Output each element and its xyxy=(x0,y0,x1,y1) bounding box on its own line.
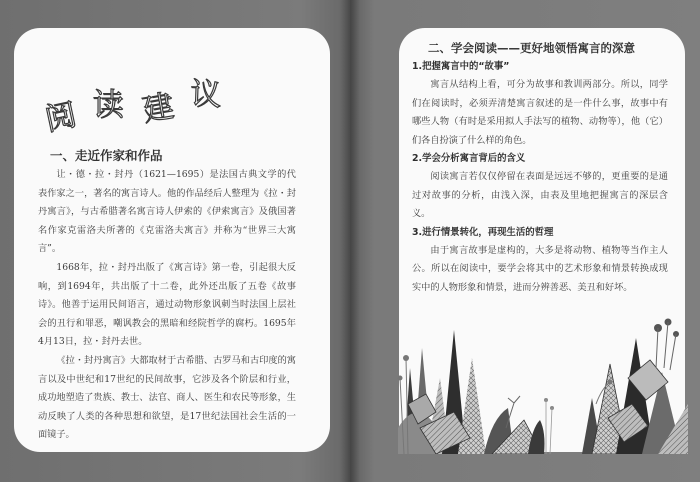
section-title-author: 一、走近作家和作品 xyxy=(50,148,163,163)
item-heading: 3.进行情景转化，再现生活的哲理 xyxy=(412,226,554,238)
item-heading: 1.把握寓言中的“故事” xyxy=(412,61,510,72)
section-title-reading: 二、学会阅读——更好地领悟寓言的深意 xyxy=(428,41,635,55)
title-char: 阅 xyxy=(41,95,84,139)
item-text: 寓言从结构上看，可分为故事和教训两部分。所以，同学们在阅读时，必须弄清楚寓言叙述的是一件什么事，故事中有哪些人物（有时是采用拟人手法写的植物、动物等），他（它）们各自扮演了什么样的角色。 xyxy=(412,79,668,146)
title-char: 建 xyxy=(139,87,181,129)
title-char: 议 xyxy=(189,76,226,114)
item-heading: 2.学会分析寓言背后的含义 xyxy=(412,153,526,165)
paragraph: 《拉・封丹寓言》大都取材于古希腊、古罗马和古印度的寓言以及中世纪和17世纪的民间故事，它涉及各个阶层和行业，成功地塑造了贵族、教士、法官、商人、医生和农民等形象，生动反映了人类的各种思想和欲望，是17世纪法国社会生活的一面镜子。 xyxy=(38,354,296,441)
reading-body-text xyxy=(412,58,668,297)
book-gutter xyxy=(340,0,360,482)
paragraph: 让・德・拉・封丹（1621—1695）是法国古典文学的代表作家之一，著名的寓言诗人。他的作品经后人整理为《拉・封丹寓言》，与古希腊著名寓言诗人伊索的《伊索寓言》及俄国著名作家克雷洛夫所著的《克雷洛夫寓言》并称为“世界三大寓言”。 xyxy=(38,169,296,255)
item-text: 阅读寓言若仅仅停留在表面是远远不够的，更重要的是通过对故事的分析，由浅入深，由表及里地把握寓言的深层含义。 xyxy=(412,171,668,220)
paragraph: 1668年，拉・封丹出版了《寓言诗》第一卷，引起很大反响，到1694年，共出版了十二卷，此外还出版了五卷《故事诗》。他善于运用民间语言，通过动物形象讽刺当时法国上层社会的丑行和罪恶，嘲讽教会的黑暗和经院哲学的腐朽。1695年4月13日，拉・封丹去世。 xyxy=(38,261,296,348)
title-char: 读 xyxy=(92,87,128,124)
item-text: 由于寓言故事是虚构的，大多是将动物、植物等当作主人公。所以在阅读中，要学会将其中的艺术形象和情景转换成现实中的人物形象和情景，进而分辨善恶、美丑和好坏。 xyxy=(412,245,668,293)
plant-illustration xyxy=(396,308,688,454)
author-body-text xyxy=(38,166,296,445)
